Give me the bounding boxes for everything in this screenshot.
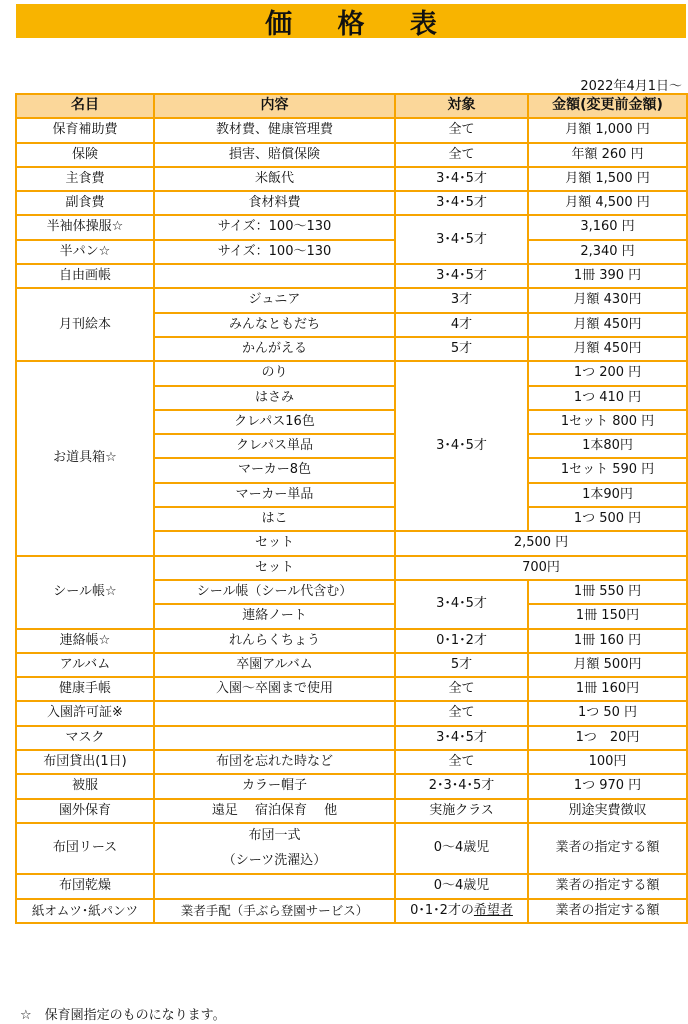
row-content: セット [154, 556, 395, 580]
row-name: シール帳☆ [16, 556, 154, 629]
row-content: マーカー8色 [154, 458, 395, 482]
row-name: 健康手帳 [16, 677, 154, 701]
table-row [16, 750, 687, 774]
row-content: 損害、賠償保険 [154, 143, 395, 167]
table-row [16, 240, 687, 264]
row-target-underlined: 希望者 [473, 902, 513, 918]
row-content [154, 264, 395, 288]
row-target: 全て [395, 701, 528, 725]
row-target: 実施クラス [395, 799, 528, 823]
row-target: 3･4･5才 [395, 580, 528, 629]
row-name: 保育補助費 [16, 118, 154, 142]
row-content: サイズ：100～130 [154, 240, 395, 264]
row-name: 布団貸出(1日) [16, 750, 154, 774]
row-content: クレパス16色 [154, 410, 395, 434]
row-price: 月額 500円 [528, 653, 687, 677]
table-row [16, 143, 687, 167]
row-name: 自由画帳 [16, 264, 154, 288]
row-content: シール帳（シール代含む） [154, 580, 395, 604]
row-content [154, 823, 395, 874]
row-name: 被服 [16, 774, 154, 798]
row-price: 700円 [395, 556, 687, 580]
table-row [16, 118, 687, 142]
row-name: 布団リース [16, 823, 154, 874]
row-price: 業者の指定する額 [528, 874, 687, 898]
table-row [16, 361, 687, 385]
row-price: 1冊 390 円 [528, 264, 687, 288]
row-target: 全て [395, 143, 528, 167]
table-row [16, 215, 687, 239]
row-name: 連絡帳☆ [16, 629, 154, 653]
row-price: 月額 1,500 円 [528, 167, 687, 191]
header-name: 名目 [16, 94, 154, 118]
header-content: 内容 [154, 94, 395, 118]
row-target: 3･4･5才 [395, 215, 528, 264]
row-content: 入園～卒園まで使用 [154, 677, 395, 701]
row-price: 月額 4,500 円 [528, 191, 687, 215]
footnote: ☆ 保育園指定のものになります。 [20, 1008, 226, 1023]
title-bar [16, 4, 686, 38]
row-target: 2･3･4･5才 [395, 774, 528, 798]
header-target: 対象 [395, 94, 528, 118]
row-price: 1つ 410 円 [528, 386, 687, 410]
row-content: 業者手配（手ぶら登園サービス） [154, 899, 395, 923]
row-name: 月刊絵本 [16, 288, 154, 361]
row-content: れんらくちょう [154, 629, 395, 653]
row-content: 布団を忘れた時など [154, 750, 395, 774]
row-price: 1つ 200 円 [528, 361, 687, 385]
row-price: 2,500 円 [395, 531, 687, 555]
page-title: 価 格 表 [265, 8, 455, 40]
row-price: 1本90円 [528, 483, 687, 507]
table-row [16, 629, 687, 653]
row-price: 1つ 970 円 [528, 774, 687, 798]
row-price: 3,160 円 [528, 215, 687, 239]
row-price: 月額 450円 [528, 313, 687, 337]
row-content: ジュニア [154, 288, 395, 312]
row-content: のり [154, 361, 395, 385]
table-row [16, 288, 687, 312]
effective-date: 2022年4月1日～ [580, 79, 682, 94]
row-content: マーカー単品 [154, 483, 395, 507]
row-price: 業者の指定する額 [528, 823, 687, 874]
row-price: 1つ 50 円 [528, 701, 687, 725]
row-content-line: （シーツ洗濯込） [222, 852, 327, 868]
row-target: 全て [395, 750, 528, 774]
row-content: はさみ [154, 386, 395, 410]
row-content-line: 布団一式 [248, 827, 301, 843]
row-content: 食材料費 [154, 191, 395, 215]
table-row [16, 899, 687, 923]
row-content [154, 874, 395, 898]
row-target: 3･4･5才 [395, 264, 528, 288]
row-price: 1冊 160 円 [528, 629, 687, 653]
row-content: はこ [154, 507, 395, 531]
table-row [16, 774, 687, 798]
row-target: 5才 [395, 653, 528, 677]
row-name: 布団乾燥 [16, 874, 154, 898]
row-content: 教材費、健康管理費 [154, 118, 395, 142]
row-target: 3･4･5才 [395, 726, 528, 750]
row-target: 0～4歳児 [395, 874, 528, 898]
row-target: 全て [395, 118, 528, 142]
row-name: 半袖体操服☆ [16, 215, 154, 239]
row-price: 2,340 円 [528, 240, 687, 264]
row-target: 3才 [395, 288, 528, 312]
row-name: 紙オムツ･紙パンツ [16, 899, 154, 923]
row-price: 1つ 500 円 [528, 507, 687, 531]
row-name: お道具箱☆ [16, 361, 154, 555]
row-content: セット [154, 531, 395, 555]
row-price: 100円 [528, 750, 687, 774]
table-header-row [16, 94, 687, 118]
row-content [154, 726, 395, 750]
row-name: 園外保育 [16, 799, 154, 823]
row-content: 米飯代 [154, 167, 395, 191]
row-name: アルバム [16, 653, 154, 677]
header-price: 金額(変更前金額) [528, 94, 687, 118]
row-content: サイズ：100～130 [154, 215, 395, 239]
row-name: 保険 [16, 143, 154, 167]
row-name: マスク [16, 726, 154, 750]
row-content: 連絡ノート [154, 604, 395, 628]
table-row [16, 874, 687, 898]
row-content: 卒園アルバム [154, 653, 395, 677]
row-target: 0～4歳児 [395, 823, 528, 874]
table-row [16, 701, 687, 725]
table-row [16, 823, 687, 874]
row-name: 入園許可証※ [16, 701, 154, 725]
row-target-prefix: 0･1･2才の [410, 902, 474, 918]
row-price: 月額 430円 [528, 288, 687, 312]
row-content: クレパス単品 [154, 434, 395, 458]
row-content [154, 701, 395, 725]
row-price: 1冊 550 円 [528, 580, 687, 604]
row-price: 月額 450円 [528, 337, 687, 361]
row-content: みんなともだち [154, 313, 395, 337]
row-price: 月額 1,000 円 [528, 118, 687, 142]
row-price: 別途実費徴収 [528, 799, 687, 823]
table-row [16, 167, 687, 191]
row-target: 5才 [395, 337, 528, 361]
row-target: 0･1･2才 [395, 629, 528, 653]
price-table [15, 93, 688, 924]
row-target [395, 899, 528, 923]
row-content: 遠足 宿泊保育 他 [154, 799, 395, 823]
row-price: 1本80円 [528, 434, 687, 458]
row-name: 半パン☆ [16, 240, 154, 264]
row-content: かんがえる [154, 337, 395, 361]
row-price: 1セット 800 円 [528, 410, 687, 434]
row-price: 年額 260 円 [528, 143, 687, 167]
row-price: 業者の指定する額 [528, 899, 687, 923]
table-row [16, 653, 687, 677]
row-target: 3･4･5才 [395, 167, 528, 191]
table-row [16, 726, 687, 750]
table-row [16, 556, 687, 580]
row-target: 全て [395, 677, 528, 701]
row-target: 3･4･5才 [395, 361, 528, 531]
row-price: 1つ 20円 [528, 726, 687, 750]
row-target: 4才 [395, 313, 528, 337]
row-content: カラー帽子 [154, 774, 395, 798]
row-price: 1冊 160円 [528, 677, 687, 701]
row-price: 1冊 150円 [528, 604, 687, 628]
row-name: 副食費 [16, 191, 154, 215]
row-name: 主食費 [16, 167, 154, 191]
row-target: 3･4･5才 [395, 191, 528, 215]
table-row [16, 799, 687, 823]
table-row [16, 264, 687, 288]
row-price: 1セット 590 円 [528, 458, 687, 482]
table-row [16, 677, 687, 701]
table-row [16, 191, 687, 215]
